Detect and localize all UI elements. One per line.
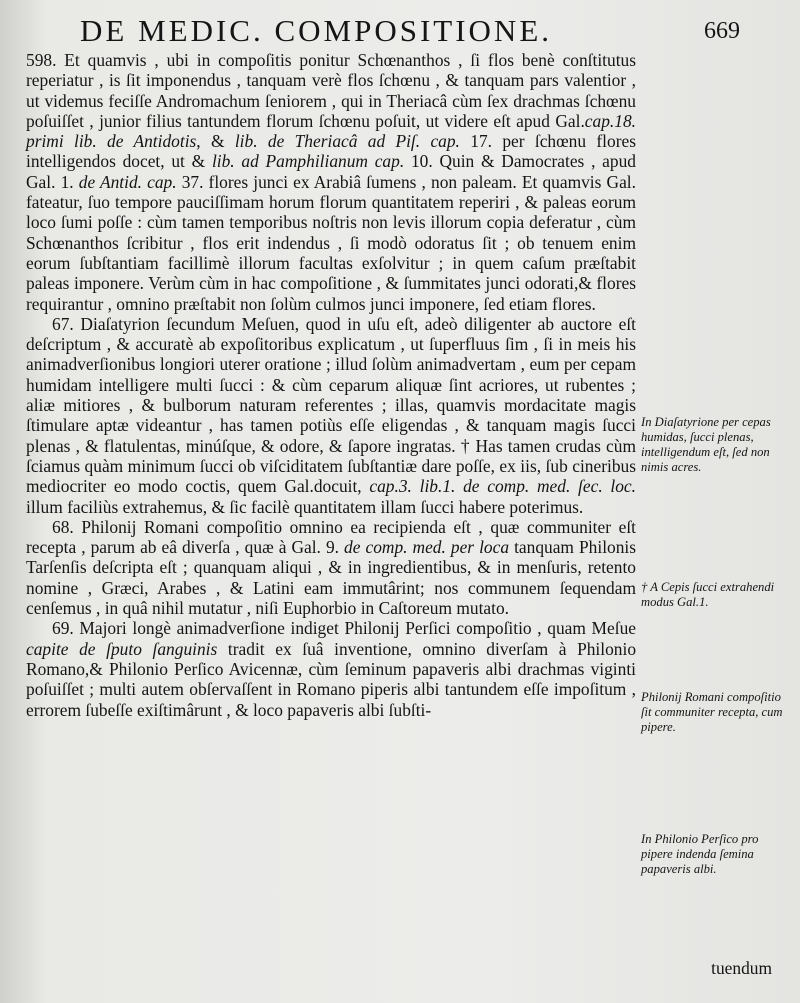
italic-reference: de Antid. cap. bbox=[78, 171, 177, 192]
page-number: 669 bbox=[704, 18, 740, 44]
italic-reference: lib. ad Pamphilianum cap. bbox=[211, 151, 405, 172]
text-run: illum faciliùs extrahemus, & ſic facilè quantitatem illam ſucci habere poterimus. bbox=[26, 496, 584, 517]
paragraph-67 bbox=[26, 314, 636, 517]
text-run: 37. flores junci ex Arabiâ ſumens , non paleam. Et quamvis Gal. fateatur, ſuo tempore pauciſſimam horum florum quantitatem reperiri , & paleas eorum loco ſumi poſſe : cùm tamen temporibus noſtris non levis illorum copia deferatur , cùm Schœnanthos ſcribitur , flos erit indendus , ſi modò odoratus ſit ; ob tenuem enim eorum ſubſtantiam facillimè illorum facultas exſolvitur ; in quem caſum præſtabit paleas imponere. Verùm cùm in hac compoſitione , & ſummitates junci odorati,& flores requirantur , omnino præſtabit non ſolùm culmos junci imponere, ſed etiam flores. bbox=[26, 171, 636, 314]
paragraph-68 bbox=[26, 517, 636, 618]
text-run: , & bbox=[196, 131, 235, 152]
text-run: 67. Diaſatyrion ſecundum Meſuen, quod in uſu eſt, adeò diligenter ab auctore eſt deſcriptum , & accuratè ab expoſitoribus explicatum , ut ſuperfluus ſim , ſi in meis his animadverſionibus longiori uterer oratione ; illud ſolùm animadvertam , eum per cepam humidam intelligere multi ſucci : & cùm ceparum aliquæ ſint acriores, ut rubentes ; aliæ mitiores , & bulborum naturam referentes ; illas, quamvis mordacitate magis ſtimulare aptæ videantur , has tamen potiùs eſſe eligendas , & tanquam magis ſucci plenas , & flatulentas, minúſque, & odore, & ſapore ingratas. † Has tamen crudas cùm ſciamus quàm minimum ſucci ob viſciditatem ſubſtantiæ dare poſſe, ex iis, ſub cineribus mediocriter eo modo coctis, quem Gal.docuit, bbox=[26, 313, 636, 497]
text-run: 17. per ſchœnu flores intelligendos docet, ut & bbox=[26, 131, 636, 172]
catchword: tuendum bbox=[711, 958, 772, 978]
italic-reference: de comp. med. per loca bbox=[344, 537, 510, 558]
running-title: DE MEDIC. COMPOSITIONE. bbox=[80, 13, 552, 48]
italic-reference: cap.3. lib.1. de comp. med. ſec. loc. bbox=[369, 476, 636, 497]
marginal-note-philonij-romani: Philonij Romani compoſitio ſit communiter recepta, cum pipere. bbox=[641, 690, 783, 734]
main-text-column bbox=[26, 50, 636, 720]
paragraph-69 bbox=[26, 618, 636, 719]
text-run: tanquam Philonis Tarſenſis deſcripta eſt ; quanquam aliqui , & in ingredientibus, & in menſuris, retento nomine , Græci, Arabes , & Latini eam immutârint; nos communem ſequendam cenſemus , in quâ nihil mutatur , niſi Euphorbio in Caſtoreum mutato. bbox=[26, 537, 637, 619]
marginal-note-diasatyrion: In Diaſatyrione per cepas humidas, ſucci plenas, intelligendum eſt, ſed non nimis acres. bbox=[641, 415, 771, 474]
marginal-note-cepis: † A Cepis ſucci extrahendi modus Gal.1. bbox=[641, 580, 775, 609]
marginal-note-philonio-persico: In Philonio Perſico pro pipere indenda ſemina papaveris albi. bbox=[641, 832, 759, 876]
italic-reference: cap.18. primi lib. de Antidotis bbox=[26, 110, 636, 152]
text-run: tradit ex ſuâ inventione, omnino diverſam à Philonio Romano,& Philonio Perſico Avicennæ, cùm ſeminum papaveris albi drachmas viginti poſuiſſet ; multi autem obſervaſſent in Romano piperis albi tantundem eſſe impoſitum , errorem ſubeſſe exiſtimârunt , & loco papaveris albi ſubſti- bbox=[26, 638, 637, 720]
italic-reference: capite de ſputo ſanguinis bbox=[26, 638, 218, 659]
italic-reference: lib. de Theriacâ ad Piſ. cap. bbox=[234, 131, 460, 152]
text-run: 69. Majori longè animadverſione indiget Philonij Perſici compoſitio , quam Meſue bbox=[52, 618, 636, 639]
text-run: 10. Quin & Damocrates , apud Gal. 1. bbox=[26, 151, 636, 192]
running-head bbox=[80, 14, 780, 48]
paragraph-66 bbox=[26, 50, 636, 314]
text-run: 598. Et quamvis , ubi in compoſitis ponitur Schœnanthos , ſi flos benè conſtitutus reperiatur , is ſit imponendus , tanquam verè flos ſchœnu , & tanquam pars valentior , ut videmus feciſſe Andromachum ſeniorem , qui in Theriacâ cùm ſex drachmas ſchœnu poſuiſſet , junior filius tantundem florum ſchœnu poſuit, ut videre eſt apud Gal. bbox=[26, 50, 636, 131]
text-run: 68. Philonij Romani compoſitio omnino ea recipienda eſt , quæ communiter eſt recepta , parum ab eâ diverſa , quæ à Gal. 9. bbox=[26, 516, 636, 558]
